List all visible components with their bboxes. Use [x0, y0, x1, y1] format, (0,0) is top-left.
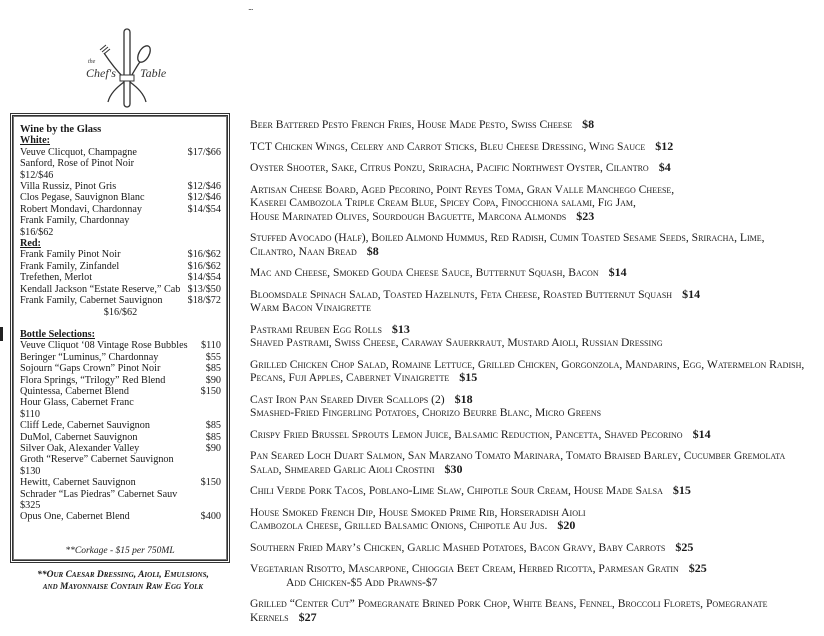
bottle-list: [20, 340, 221, 523]
menu-item-description: [250, 118, 820, 132]
menu-item-price: $15: [459, 370, 478, 384]
wine-price: $55: [205, 351, 221, 363]
menu-item-description: [250, 463, 820, 477]
wine-price: $85: [205, 431, 221, 443]
menu-item-text: House Marinated Olives, Sourdough Baguette, Marcona Almonds: [250, 209, 567, 223]
menu-item: [250, 323, 820, 350]
menu-item-addons: Add Chicken-$5 Add Prawns-$7: [286, 575, 438, 589]
margin-mark: [0, 327, 3, 341]
menu-item-text: Smashed-Fried Fingerling Potatoes, Chorizo Beurre Blanc, Micro Greens: [250, 406, 602, 419]
logo-the: the: [88, 59, 96, 65]
menu-item: [250, 484, 820, 498]
menu-item-price: $27: [298, 609, 317, 624]
wine-row: [20, 261, 221, 272]
wine-name: Hour Glass, Cabernet Franc: [20, 397, 134, 409]
menu-item: [250, 358, 820, 385]
menu-item-description: [250, 266, 820, 280]
menu-item-text: Grilled “Center Cut” Pomegranate Brined Pork Chop, White Beans, Fennel, Broccoli Florets, Pomegranate: [250, 597, 768, 610]
wine-name: Veuve Cliquot ‘08 Vintage Rose Bubbles: [20, 340, 188, 352]
menu-item-text: TCT Chicken Wings, Celery and Carrot Sticks, Bleu Cheese Dressing, Wing Sauce: [250, 139, 646, 153]
wine-row: [20, 511, 221, 522]
menu-item: [250, 266, 820, 280]
menu-item-description: [250, 323, 820, 337]
logo-chefs: Chef's: [86, 66, 116, 80]
menu-item: [250, 140, 820, 154]
red-wine-list: [20, 249, 221, 317]
menu-item-description: [250, 449, 820, 463]
wine-row: [20, 272, 221, 283]
wine-row: [20, 432, 221, 443]
menu-item: [250, 118, 820, 132]
wine-price: $325: [20, 500, 41, 511]
menu-item-text: Bloomsdale Spinach Salad, Toasted Hazelnuts, Feta Cheese, Roasted Butternut Squash: [250, 287, 673, 301]
wine-name: Silver Oak, Alexander Valley: [20, 442, 140, 454]
menu-item-text: Artisan Cheese Board, Aged Pecorino, Point Reyes Toma, Gran Valle Manchego Cheese,: [250, 182, 675, 196]
wine-row: [20, 386, 221, 397]
section-red: Red:: [20, 238, 41, 250]
menu-item-text: House Smoked French Dip, House Smoked Prime Rib, Horseradish Aioli: [250, 505, 586, 519]
menu-item-description: [250, 597, 820, 611]
menu-item-price: $25: [675, 539, 694, 554]
menu-item-text: Cambozola Cheese, Grilled Balsamic Onions, Chipotle Au Jus.: [250, 519, 548, 532]
menu-item-price: $4: [658, 160, 671, 174]
menu-item: [250, 393, 820, 420]
wine-row: [20, 181, 221, 192]
menu-item-description: [250, 245, 820, 259]
wine-row: [20, 284, 221, 295]
wine-row: [20, 420, 221, 431]
wine-price: $90: [205, 374, 221, 386]
section-bottles: Bottle Selections:: [20, 328, 95, 340]
wine-price: $130: [20, 465, 41, 477]
restaurant-logo: [80, 26, 180, 110]
menu-item-description: [250, 301, 820, 315]
menu-item-description: [250, 393, 820, 407]
wine-price: $16/$62: [187, 249, 221, 261]
menu-item-text: Beer Battered Pesto French Fries, House Made Pesto, Swiss Cheese: [250, 118, 573, 131]
menu-item-price: $13: [391, 321, 410, 336]
menu-item-text: Crispy Fried Brussel Sprouts Lemon Juice, Balsamic Reduction, Pancetta, Shaved Pecorino: [250, 427, 683, 441]
wine-name: Sanford, Rose of Pinot Noir: [20, 158, 135, 170]
menu-item-text: Oyster Shooter, Sake, Citrus Ponzu, Sriracha, Pacific Northwest Oyster, Cilantro: [250, 161, 649, 174]
menu-item: [250, 183, 820, 224]
menu-item-description: [250, 210, 820, 224]
menu-item-text: Southern Fried Mary’s Chicken, Garlic Mashed Potatoes, Bacon Gravy, Baby Carrots: [250, 540, 666, 554]
wine-name: Frank Family, Cabernet Sauvignon: [20, 295, 163, 307]
menu-item-description: [250, 336, 820, 350]
menu-item-text: Chili Verde Pork Tacos, Poblano-Lime Slaw, Chipotle Sour Cream, House Made Salsa: [250, 484, 663, 497]
wine-name: Frank Family, Zinfandel: [20, 260, 120, 272]
menu-item-text: Cast Iron Pan Seared Diver Scallops (2): [250, 392, 445, 406]
wine-row: [20, 147, 221, 158]
menu-item-description: [250, 358, 820, 372]
menu-item-description: [250, 506, 820, 520]
menu-item-text: Salad, Shmeared Garlic Aioli Crostini: [250, 462, 435, 476]
menu-item: [250, 231, 820, 258]
menu-item: [250, 541, 820, 555]
raw-egg-warning: [16, 569, 230, 593]
menu-item-description: [250, 231, 820, 245]
wine-price: $13/$50: [187, 283, 221, 295]
section-white: White:: [20, 135, 50, 147]
menu-item-text: Pastrami Reuben Egg Rolls: [250, 322, 382, 336]
menu-item-text: Kaserei Cambozola Triple Cream Blue, Spicey Copa, Finocchiona salami, Fig Jam,: [250, 196, 636, 209]
menu-item-text: Stuffed Avocado (Half), Boiled Almond Hummus, Red Radish, Cumin Toasted Sesame Seeds, Sriracha, Lime,: [250, 231, 765, 244]
wine-row: [20, 443, 221, 454]
wine-row: [20, 477, 221, 488]
menu-item-text: Shaved Pastrami, Swiss Cheese, Caraway Sauerkraut, Mustard Aioli, Russian Dressing: [250, 336, 663, 349]
menu-item-text: Warm Bacon Vinaigrette: [250, 301, 372, 314]
menu-item-description: [250, 541, 820, 555]
wine-title: Wine by the Glass: [20, 124, 102, 135]
menu-item: [250, 288, 820, 315]
wine-row: [20, 375, 221, 386]
white-wine-list: [20, 147, 221, 238]
menu-item-price: $12: [655, 138, 674, 153]
wine-name: Cliff Lede, Cabernet Sauvignon: [20, 420, 150, 432]
wine-price: $110: [20, 408, 40, 420]
wine-price: $90: [205, 442, 221, 454]
wine-price: $85: [205, 420, 221, 432]
menu-item-price: $14: [692, 426, 711, 441]
menu-item-description: [250, 519, 820, 533]
menu-item-description: [250, 196, 820, 210]
wine-name: Veuve Clicquot, Champagne: [20, 146, 137, 158]
wine-name: Sojourn “Gaps Crown” Pinot Noir: [20, 363, 161, 375]
wine-price: $12/$46: [187, 192, 221, 204]
wine-price: $150: [200, 385, 221, 397]
menu-item-text: Mac and Cheese, Smoked Gouda Cheese Sauce, Butternut Squash, Bacon: [250, 266, 599, 279]
wine-name: Groth “Reserve” Cabernet Sauvignon: [20, 454, 174, 466]
wine-name: Trefethen, Merlot: [20, 272, 93, 284]
menu-item-price: $25: [688, 561, 707, 575]
wine-name: Quintessa, Cabernet Blend: [20, 385, 129, 397]
menu-item-price: $8: [582, 117, 595, 131]
menu-item-price: $15: [672, 483, 691, 497]
wine-price: $85: [205, 363, 221, 375]
wine-name: Schrader “Las Piedras” Cabernet Sauv: [20, 488, 178, 500]
wine-price: $17/$66: [187, 146, 221, 158]
food-menu: [250, 118, 820, 632]
menu-item: [250, 428, 820, 442]
menu-item-description: [250, 161, 820, 175]
wine-price: $400: [200, 511, 221, 523]
menu-item-description: [250, 183, 820, 197]
menu-item-text: Vegetarian Risotto, Mascarpone, Chioggia Beet Cream, Herbed Ricotta, Parmesan Gratin: [250, 562, 679, 575]
wine-price: $110: [201, 340, 221, 352]
wine-name: Kendall Jackson “Estate Reserve,” Cab: [20, 283, 181, 295]
menu-item-price: $8: [366, 243, 379, 258]
wine-row: [20, 363, 221, 374]
wine-list: [20, 124, 221, 523]
menu-item-price: $14: [608, 265, 627, 279]
menu-item-price: $18: [454, 391, 473, 406]
menu-item: [250, 562, 820, 589]
menu-item: [250, 506, 820, 533]
menu-item-text: Cilantro, Naan Bread: [250, 244, 357, 258]
menu-item-price: $20: [557, 518, 576, 532]
wine-price: $150: [200, 477, 221, 489]
wine-list-panel: [10, 113, 230, 563]
wine-name: Frank Family Pinot Noir: [20, 249, 121, 261]
wine-name: DuMol, Cabernet Sauvignon: [20, 431, 138, 443]
menu-item-price: $23: [576, 208, 595, 223]
menu-item-description: [250, 484, 820, 498]
wine-row: [20, 352, 221, 363]
menu-item-price: $14: [682, 286, 701, 301]
menu-item: [250, 161, 820, 175]
menu-item-description: [250, 562, 820, 576]
menu-item-text: Grilled Chicken Chop Salad, Romaine Lettuce, Grilled Chicken, Gorgonzola, Mandarins, Egg, Watermelon Radish,: [250, 357, 805, 371]
menu-item-description: [250, 371, 820, 385]
wine-row: [20, 295, 221, 306]
wine-price: $12/$46: [187, 181, 221, 193]
wine-name: Opus One, Cabernet Blend: [20, 511, 130, 523]
wine-price: $16/$62: [103, 306, 138, 318]
wine-name: Villa Russiz, Pinot Gris: [20, 181, 117, 193]
menu-item: [250, 449, 820, 476]
wine-row: [20, 192, 221, 203]
menu-item-description: [250, 611, 820, 625]
menu-item-description: [250, 406, 820, 420]
menu-item-price: $30: [444, 461, 463, 476]
wine-price: $14/$54: [187, 272, 221, 284]
logo-table: Table: [140, 66, 167, 80]
wine-row: [20, 249, 221, 260]
wine-row: [20, 340, 221, 351]
menu-item-text: Kernels: [250, 610, 289, 624]
wine-price: $12/$46: [20, 169, 54, 181]
corkage-note: **Corkage - $15 per 750ML: [65, 546, 175, 556]
menu-item-description: [250, 140, 820, 154]
menu-item-text: Pan Seared Loch Duart Salmon, San Marzano Tomato Marinara, Tomato Braised Barley, Cucumber Gremolata: [250, 449, 786, 462]
wine-name: Clos Pegase, Sauvignon Blanc: [20, 192, 145, 204]
wine-name: Hewitt, Cabernet Sauvignon: [20, 477, 136, 489]
raw-egg-warning-line1: **Our Caesar Dressing, Aioli, Emulsions,: [37, 570, 209, 580]
wine-name: Flora Springs, “Trilogy” Red Blend: [20, 374, 166, 386]
wine-price: $16/$62: [20, 226, 54, 238]
wine-name: Beringer “Luminus,” Chardonnay: [20, 351, 159, 363]
menu-item-description: [250, 288, 820, 302]
raw-egg-warning-line2: and Mayonnaise Contain Raw Egg Yolk: [42, 582, 204, 592]
page-marker: ...: [248, 2, 253, 12]
menu-item: [250, 597, 820, 624]
menu-item-text: Pecans, Fuji Apples, Cabernet Vinaigrette: [250, 371, 450, 384]
wine-price: $16/$62: [187, 260, 221, 272]
wine-price: $18/$72: [187, 295, 221, 307]
menu-item-description: [250, 428, 820, 442]
wine-name: Robert Mondavi, Chardonnay: [20, 203, 142, 215]
wine-name: Frank Family, Chardonnay: [20, 215, 130, 227]
wine-row: [20, 204, 221, 215]
wine-price: $14/$54: [187, 203, 221, 215]
